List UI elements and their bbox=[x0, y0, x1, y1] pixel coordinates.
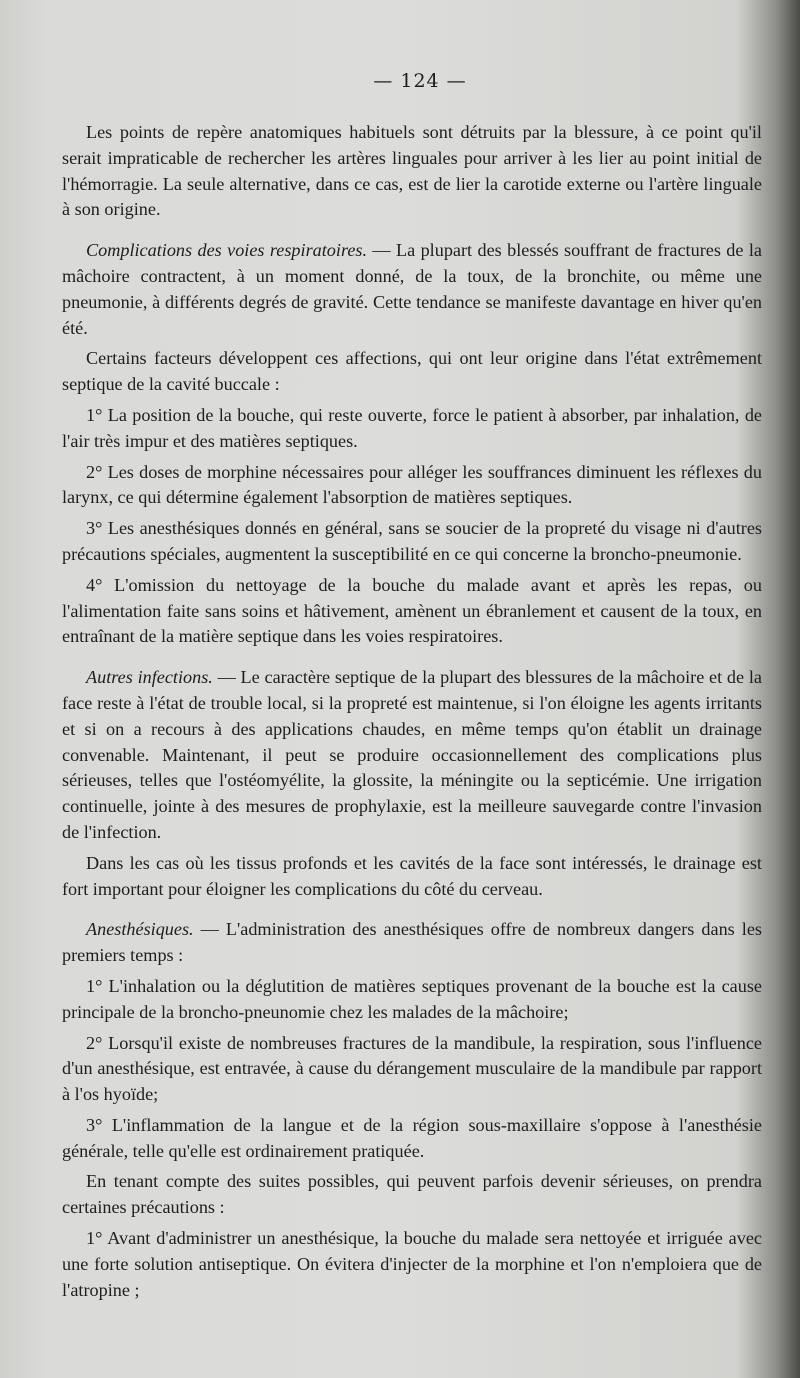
list-item-factor-1: 1° La position de la bouche, qui reste ouverte, force le patient à absorber, par inhalation, de l'air très impur et des matières septiques. bbox=[62, 404, 762, 451]
section-heading-anesthetics: Anesthésiques. bbox=[86, 919, 194, 940]
page-number: — 124 — bbox=[373, 70, 467, 92]
paragraph-other-infections bbox=[62, 665, 762, 846]
paragraph-anesthetics bbox=[62, 917, 762, 969]
paragraph-respiratory-complications bbox=[62, 238, 762, 341]
list-item-factor-4: 4° L'omission du nettoyage de la bouche du malade avant et après les repas, ou l'alimentation faite sans soins et hâtivement, amènent un ébranlement et causent de la toux, en entraînant de la matière septique dans les voies respiratoires. bbox=[62, 574, 762, 647]
paragraph-respiratory-text: — La plupart des blessés souffrant de fractures de la mâchoire contractent, à un moment donné, de la toux, de la bronchite, ou même une pneumonie, à différents degrés de gravité. Cette tendance se manifeste davantage en hiver qu'en été. bbox=[62, 240, 762, 338]
body-text bbox=[62, 120, 762, 1303]
paragraph-precautions: En tenant compte des suites possibles, qui peuvent parfois devenir sérieuses, on prendra certaines précautions : bbox=[62, 1171, 762, 1218]
list-item-factor-3: 3° Les anesthésiques donnés en général, sans se soucier de la propreté du visage ni d'autres précautions spéciales, augmentent la susceptibilité en ce qui concerne la broncho-pneumonie. bbox=[62, 518, 762, 564]
section-heading-other-infections: Autres infections. bbox=[86, 667, 213, 688]
paragraph-other-infections-text: — Le caractère septique de la plupart des blessures de la mâchoire et de la face reste à l'état de trouble local, si la propreté est maintenue, si l'on éloigne les agents irritants et si on a recours à des applications chaudes, en même temps qu'on établit un drainage convenable. Maintenant, il peut se produire occasionnellement des complications plus sérieuses, telles que l'ostéomyélite, la glossite, la méningite ou la septicémie. Une irrigation continuelle, jointe à des mesures de prophylaxie, est la meilleure sauvegarde contre l'invasion de l'infection. bbox=[62, 667, 762, 842]
list-item-danger-2: 2° Lorsqu'il existe de nombreuses fractures de la mandibule, la respiration, sous l'influence d'un anesthésique, est entravée, à cause du dérangement musculaire de la mandibule par rapport à l'os hyoïde; bbox=[62, 1032, 762, 1105]
paragraph-arteries: Les points de repère anatomiques habituels sont détruits par la blessure, à ce point qu'il serait impraticable de rechercher les artères linguales pour arriver à les lier au point initial de l'hémorragie. La seule alternative, dans ce cas, est de lier la carotide externe ou l'artère linguale à son origine. bbox=[62, 122, 762, 220]
list-item-precaution-1: 1° Avant d'administrer un anesthésique, la bouche du malade sera nettoyée et irriguée avec une forte solution antiseptique. On évitera d'injecter de la morphine et l'on n'emploiera que de l'atropine ; bbox=[62, 1228, 762, 1300]
paragraph-drainage: Dans les cas où les tissus profonds et les cavités de la face sont intéressés, le drainage est fort important pour éloigner les complications du côté du cerveau. bbox=[62, 852, 762, 899]
list-item-factor-2: 2° Les doses de morphine nécessaires pour alléger les souffrances diminuent les réflexes du larynx, ce qui détermine également l'absorption de matières septiques. bbox=[62, 461, 762, 508]
section-heading-respiratory: Complications des voies respiratoires. bbox=[86, 240, 368, 261]
list-item-danger-3: 3° L'inflammation de la langue et de la région sous-maxillaire s'oppose à l'anesthésie générale, telle qu'elle est ordinairement pratiquée. bbox=[62, 1114, 762, 1161]
paragraph-factors: Certains facteurs développent ces affections, qui ont leur origine dans l'état extrêmement septique de la cavité buccale : bbox=[62, 348, 762, 395]
list-item-danger-1: 1° L'inhalation ou la déglutition de matières septiques provenant de la bouche est la cause principale de la broncho-pneunomie chez les malades de la mâchoire; bbox=[62, 975, 762, 1022]
paragraph-anesthetics-text: — L'administration des anesthésiques offre de nombreux dangers dans les premiers temps : bbox=[62, 919, 762, 966]
